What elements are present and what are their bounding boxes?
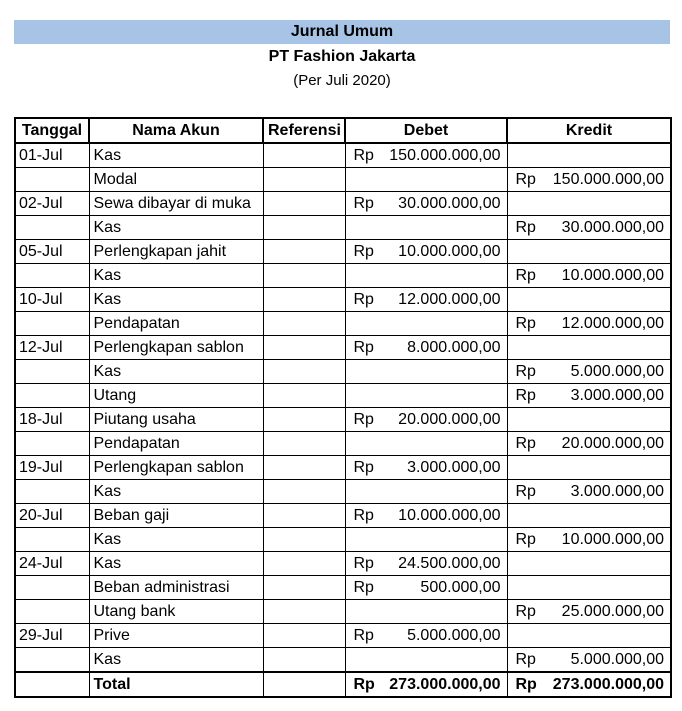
debit-cell bbox=[345, 576, 507, 600]
account-cell: Kas bbox=[89, 264, 263, 288]
reference-cell bbox=[263, 552, 345, 576]
header-nama-akun: Nama Akun bbox=[89, 118, 263, 143]
credit-cell bbox=[507, 600, 671, 624]
credit-cell bbox=[507, 624, 671, 648]
date-cell: 02-Jul bbox=[15, 192, 89, 216]
debit-cell-amount: 30.000.000,00 bbox=[398, 195, 501, 212]
account-cell: Beban gaji bbox=[89, 504, 263, 528]
date-cell bbox=[15, 168, 89, 192]
table-row bbox=[15, 600, 671, 624]
debit-cell bbox=[345, 552, 507, 576]
credit-cell bbox=[507, 192, 671, 216]
date-cell bbox=[15, 600, 89, 624]
reference-cell bbox=[263, 336, 345, 360]
reference-cell bbox=[263, 312, 345, 336]
credit-cell bbox=[507, 216, 671, 240]
currency-label: Rp bbox=[353, 676, 375, 693]
debit-cell bbox=[345, 408, 507, 432]
debit-cell bbox=[345, 600, 507, 624]
total-label: Total bbox=[89, 672, 263, 697]
debit-cell bbox=[345, 648, 507, 673]
table-row bbox=[15, 648, 671, 673]
credit-cell bbox=[507, 384, 671, 408]
currency-label: Rp bbox=[353, 555, 374, 572]
company-name: PT Fashion Jakarta bbox=[268, 48, 416, 65]
currency-label: Rp bbox=[353, 627, 374, 644]
table-row bbox=[15, 384, 671, 408]
date-cell: 18-Jul bbox=[15, 408, 89, 432]
total-row bbox=[15, 672, 671, 697]
table-row bbox=[15, 504, 671, 528]
table-row bbox=[15, 456, 671, 480]
currency-label: Rp bbox=[353, 411, 374, 428]
debit-cell-amount: 10.000.000,00 bbox=[398, 507, 501, 524]
total-credit-cell bbox=[507, 672, 671, 697]
debit-cell bbox=[345, 192, 507, 216]
debit-cell bbox=[345, 216, 507, 240]
date-cell: 12-Jul bbox=[15, 336, 89, 360]
credit-cell bbox=[507, 576, 671, 600]
table-row bbox=[15, 240, 671, 264]
total-credit-cell-amount: 273.000.000,00 bbox=[552, 676, 664, 693]
currency-label: Rp bbox=[515, 483, 536, 500]
reference-cell bbox=[263, 168, 345, 192]
table-row bbox=[15, 432, 671, 456]
date-cell bbox=[15, 648, 89, 673]
total-reference-cell bbox=[263, 672, 345, 697]
date-cell bbox=[15, 216, 89, 240]
date-cell bbox=[15, 432, 89, 456]
debit-cell-amount: 12.000.000,00 bbox=[398, 291, 501, 308]
table-row bbox=[15, 288, 671, 312]
credit-cell-amount: 12.000.000,00 bbox=[561, 315, 664, 332]
table-row bbox=[15, 576, 671, 600]
date-cell: 24-Jul bbox=[15, 552, 89, 576]
date-cell bbox=[15, 528, 89, 552]
credit-cell-amount: 10.000.000,00 bbox=[561, 267, 664, 284]
credit-cell-amount: 3.000.000,00 bbox=[570, 483, 664, 500]
reference-cell bbox=[263, 264, 345, 288]
credit-cell bbox=[507, 552, 671, 576]
account-cell: Beban administrasi bbox=[89, 576, 263, 600]
account-cell: Utang bbox=[89, 384, 263, 408]
debit-cell bbox=[345, 480, 507, 504]
account-cell: Utang bank bbox=[89, 600, 263, 624]
debit-cell bbox=[345, 264, 507, 288]
currency-label: Rp bbox=[515, 531, 536, 548]
account-cell: Kas bbox=[89, 360, 263, 384]
table-row bbox=[15, 408, 671, 432]
credit-cell-amount: 20.000.000,00 bbox=[561, 435, 664, 452]
currency-label: Rp bbox=[515, 603, 536, 620]
debit-cell bbox=[345, 384, 507, 408]
credit-cell bbox=[507, 168, 671, 192]
account-cell: Kas bbox=[89, 552, 263, 576]
debit-cell-amount: 24.500.000,00 bbox=[398, 555, 501, 572]
reference-cell bbox=[263, 240, 345, 264]
account-cell: Kas bbox=[89, 216, 263, 240]
reference-cell bbox=[263, 648, 345, 673]
account-cell: Sewa dibayar di muka bbox=[89, 192, 263, 216]
date-cell: 10-Jul bbox=[15, 288, 89, 312]
credit-cell bbox=[507, 288, 671, 312]
credit-cell bbox=[507, 143, 671, 168]
reference-cell bbox=[263, 288, 345, 312]
debit-cell bbox=[345, 168, 507, 192]
date-cell: 19-Jul bbox=[15, 456, 89, 480]
currency-label: Rp bbox=[353, 195, 374, 212]
reference-cell bbox=[263, 528, 345, 552]
currency-label: Rp bbox=[353, 339, 374, 356]
debit-cell-amount: 10.000.000,00 bbox=[398, 243, 501, 260]
table-row bbox=[15, 528, 671, 552]
reference-cell bbox=[263, 216, 345, 240]
debit-cell bbox=[345, 432, 507, 456]
header-referensi: Referensi bbox=[263, 118, 345, 143]
table-row bbox=[15, 336, 671, 360]
date-cell bbox=[15, 480, 89, 504]
currency-label: Rp bbox=[353, 459, 374, 476]
credit-cell-amount: 10.000.000,00 bbox=[561, 531, 664, 548]
account-cell: Prive bbox=[89, 624, 263, 648]
header-tanggal: Tanggal bbox=[15, 118, 89, 143]
account-cell: Perlengkapan sablon bbox=[89, 336, 263, 360]
currency-label: Rp bbox=[353, 579, 374, 596]
table-row bbox=[15, 216, 671, 240]
account-cell: Kas bbox=[89, 288, 263, 312]
credit-cell bbox=[507, 480, 671, 504]
total-debit-cell bbox=[345, 672, 507, 697]
reference-cell bbox=[263, 432, 345, 456]
debit-cell bbox=[345, 288, 507, 312]
currency-label: Rp bbox=[515, 315, 536, 332]
debit-cell bbox=[345, 240, 507, 264]
reference-cell bbox=[263, 624, 345, 648]
credit-cell-amount: 30.000.000,00 bbox=[561, 219, 664, 236]
credit-cell-amount: 25.000.000,00 bbox=[561, 603, 664, 620]
account-cell: Pendapatan bbox=[89, 312, 263, 336]
debit-cell bbox=[345, 456, 507, 480]
header-kredit: Kredit bbox=[507, 118, 671, 143]
reference-cell bbox=[263, 480, 345, 504]
table-row bbox=[15, 143, 671, 168]
table-header-row bbox=[15, 118, 671, 143]
debit-cell-amount: 20.000.000,00 bbox=[398, 411, 501, 428]
credit-cell bbox=[507, 312, 671, 336]
currency-label: Rp bbox=[515, 435, 536, 452]
period-label: (Per Juli 2020) bbox=[293, 72, 391, 89]
reference-cell bbox=[263, 360, 345, 384]
credit-cell bbox=[507, 336, 671, 360]
credit-cell bbox=[507, 432, 671, 456]
reference-cell bbox=[263, 192, 345, 216]
credit-cell bbox=[507, 264, 671, 288]
date-cell bbox=[15, 384, 89, 408]
debit-cell bbox=[345, 143, 507, 168]
credit-cell bbox=[507, 456, 671, 480]
account-cell: Perlengkapan jahit bbox=[89, 240, 263, 264]
debit-cell bbox=[345, 360, 507, 384]
date-cell bbox=[15, 360, 89, 384]
date-cell: 05-Jul bbox=[15, 240, 89, 264]
account-cell: Kas bbox=[89, 480, 263, 504]
table-row bbox=[15, 360, 671, 384]
currency-label: Rp bbox=[353, 243, 374, 260]
table-row bbox=[15, 480, 671, 504]
debit-cell bbox=[345, 312, 507, 336]
table-row bbox=[15, 552, 671, 576]
currency-label: Rp bbox=[515, 363, 536, 380]
date-cell: 29-Jul bbox=[15, 624, 89, 648]
reference-cell bbox=[263, 504, 345, 528]
table-row bbox=[15, 312, 671, 336]
debit-cell-amount: 150.000.000,00 bbox=[389, 147, 501, 164]
account-cell: Kas bbox=[89, 528, 263, 552]
currency-label: Rp bbox=[515, 267, 536, 284]
currency-label: Rp bbox=[515, 651, 536, 668]
account-cell: Kas bbox=[89, 143, 263, 168]
date-cell: 01-Jul bbox=[15, 143, 89, 168]
reference-cell bbox=[263, 408, 345, 432]
currency-label: Rp bbox=[515, 171, 536, 188]
debit-cell-amount: 8.000.000,00 bbox=[407, 339, 501, 356]
reference-cell bbox=[263, 143, 345, 168]
debit-cell bbox=[345, 624, 507, 648]
account-cell: Piutang usaha bbox=[89, 408, 263, 432]
date-cell bbox=[15, 576, 89, 600]
credit-cell bbox=[507, 528, 671, 552]
reference-cell bbox=[263, 456, 345, 480]
table-row bbox=[15, 264, 671, 288]
journal-rows bbox=[15, 143, 671, 697]
credit-cell-amount: 5.000.000,00 bbox=[570, 651, 664, 668]
credit-cell-amount: 150.000.000,00 bbox=[552, 171, 664, 188]
credit-cell-amount: 3.000.000,00 bbox=[570, 387, 664, 404]
debit-cell bbox=[345, 336, 507, 360]
total-debit-cell-amount: 273.000.000,00 bbox=[389, 676, 501, 693]
credit-cell bbox=[507, 504, 671, 528]
credit-cell bbox=[507, 648, 671, 673]
header-debet: Debet bbox=[345, 118, 507, 143]
currency-label: Rp bbox=[353, 291, 374, 308]
journal-title: Jurnal Umum bbox=[14, 20, 670, 44]
credit-cell-amount: 5.000.000,00 bbox=[570, 363, 664, 380]
credit-cell bbox=[507, 360, 671, 384]
date-cell: 20-Jul bbox=[15, 504, 89, 528]
date-cell bbox=[15, 264, 89, 288]
reference-cell bbox=[263, 576, 345, 600]
account-cell: Perlengkapan sablon bbox=[89, 456, 263, 480]
journal-table bbox=[14, 117, 672, 698]
reference-cell bbox=[263, 600, 345, 624]
currency-label: Rp bbox=[353, 507, 374, 524]
account-cell: Kas bbox=[89, 648, 263, 673]
credit-cell bbox=[507, 408, 671, 432]
debit-cell bbox=[345, 504, 507, 528]
debit-cell bbox=[345, 528, 507, 552]
table-row bbox=[15, 168, 671, 192]
table-row bbox=[15, 192, 671, 216]
total-date-cell bbox=[15, 672, 89, 697]
reference-cell bbox=[263, 384, 345, 408]
credit-cell bbox=[507, 240, 671, 264]
currency-label: Rp bbox=[515, 676, 537, 693]
table-row bbox=[15, 624, 671, 648]
date-cell bbox=[15, 312, 89, 336]
debit-cell-amount: 5.000.000,00 bbox=[407, 627, 501, 644]
account-cell: Modal bbox=[89, 168, 263, 192]
currency-label: Rp bbox=[353, 147, 374, 164]
currency-label: Rp bbox=[515, 387, 536, 404]
account-cell: Pendapatan bbox=[89, 432, 263, 456]
debit-cell-amount: 3.000.000,00 bbox=[407, 459, 501, 476]
debit-cell-amount: 500.000,00 bbox=[420, 579, 501, 596]
currency-label: Rp bbox=[515, 219, 536, 236]
